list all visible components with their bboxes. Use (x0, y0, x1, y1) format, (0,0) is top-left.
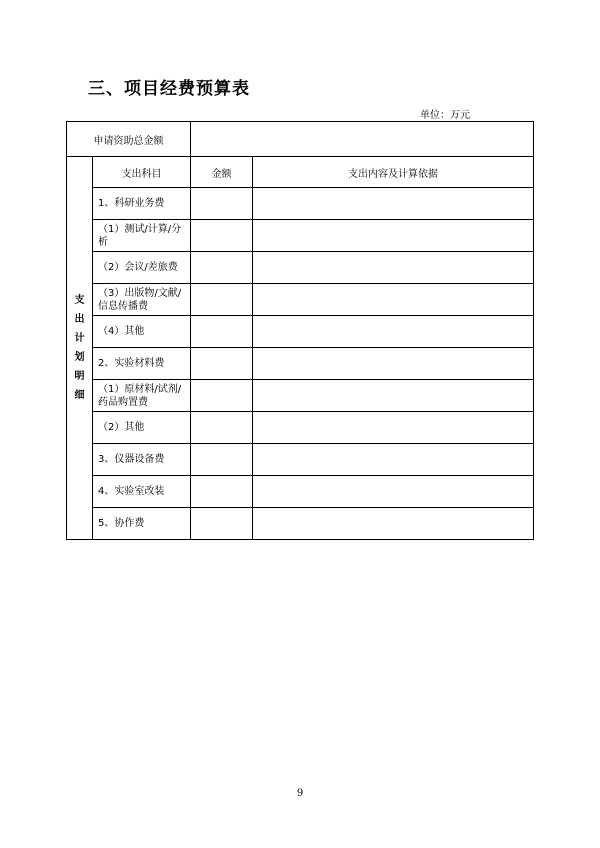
expense-item-label: 4、实验室改装 (93, 476, 191, 508)
basis-cell[interactable] (253, 188, 534, 220)
basis-cell[interactable] (253, 316, 534, 348)
expense-item-label: 5、协作费 (93, 508, 191, 540)
side-char: 划 (74, 352, 85, 363)
section-heading: 三、项目经费预算表 (88, 79, 250, 99)
side-char: 支 (74, 295, 85, 306)
expense-item-label: 2、实验材料费 (93, 348, 191, 380)
amount-cell[interactable] (191, 188, 253, 220)
expense-item-label: （4）其他 (93, 316, 191, 348)
table-row (67, 284, 534, 316)
side-char: 细 (74, 390, 85, 401)
basis-cell[interactable] (253, 252, 534, 284)
basis-cell[interactable] (253, 220, 534, 252)
unit-label: 单位：万元 (420, 110, 470, 121)
table-row (67, 252, 534, 284)
column-header-amount: 金额 (191, 157, 253, 188)
expense-item-label: （1）原材料/试剂/药品购置费 (93, 380, 191, 412)
side-char: 出 (74, 314, 85, 325)
basis-cell[interactable] (253, 444, 534, 476)
amount-cell[interactable] (191, 284, 253, 316)
basis-cell[interactable] (253, 476, 534, 508)
column-header-row (67, 157, 534, 188)
amount-cell[interactable] (191, 508, 253, 540)
amount-cell[interactable] (191, 412, 253, 444)
expense-item-label: （2）其他 (93, 412, 191, 444)
side-char: 计 (74, 333, 85, 344)
basis-cell[interactable] (253, 412, 534, 444)
amount-cell[interactable] (191, 252, 253, 284)
amount-cell[interactable] (191, 444, 253, 476)
total-label: 申请资助总金额 (67, 122, 191, 157)
basis-cell[interactable] (253, 284, 534, 316)
budget-table (66, 121, 534, 540)
basis-cell[interactable] (253, 380, 534, 412)
amount-cell[interactable] (191, 476, 253, 508)
column-header-basis: 支出内容及计算依据 (253, 157, 534, 188)
expense-item-label: （2）会议/差旅费 (93, 252, 191, 284)
expense-item-label: 1、科研业务费 (93, 188, 191, 220)
amount-cell[interactable] (191, 316, 253, 348)
table-row (67, 444, 534, 476)
side-char: 明 (74, 371, 85, 382)
expense-item-label: （1）测试/计算/分析 (93, 220, 191, 252)
expense-item-label: 3、仪器设备费 (93, 444, 191, 476)
table-row (67, 188, 534, 220)
amount-cell[interactable] (191, 348, 253, 380)
page-number: 9 (296, 788, 304, 799)
expense-item-label: （3）出版物/文献/信息传播费 (93, 284, 191, 316)
table-row (67, 476, 534, 508)
total-value-cell[interactable] (191, 122, 534, 157)
table-row (67, 380, 534, 412)
table-row (67, 316, 534, 348)
basis-cell[interactable] (253, 508, 534, 540)
table-row (67, 220, 534, 252)
amount-cell[interactable] (191, 380, 253, 412)
basis-cell[interactable] (253, 348, 534, 380)
table-row (67, 508, 534, 540)
amount-cell[interactable] (191, 220, 253, 252)
table-row (67, 348, 534, 380)
column-header-item: 支出科目 (93, 157, 191, 188)
table-row (67, 412, 534, 444)
total-row (67, 122, 534, 157)
side-label (67, 157, 93, 540)
